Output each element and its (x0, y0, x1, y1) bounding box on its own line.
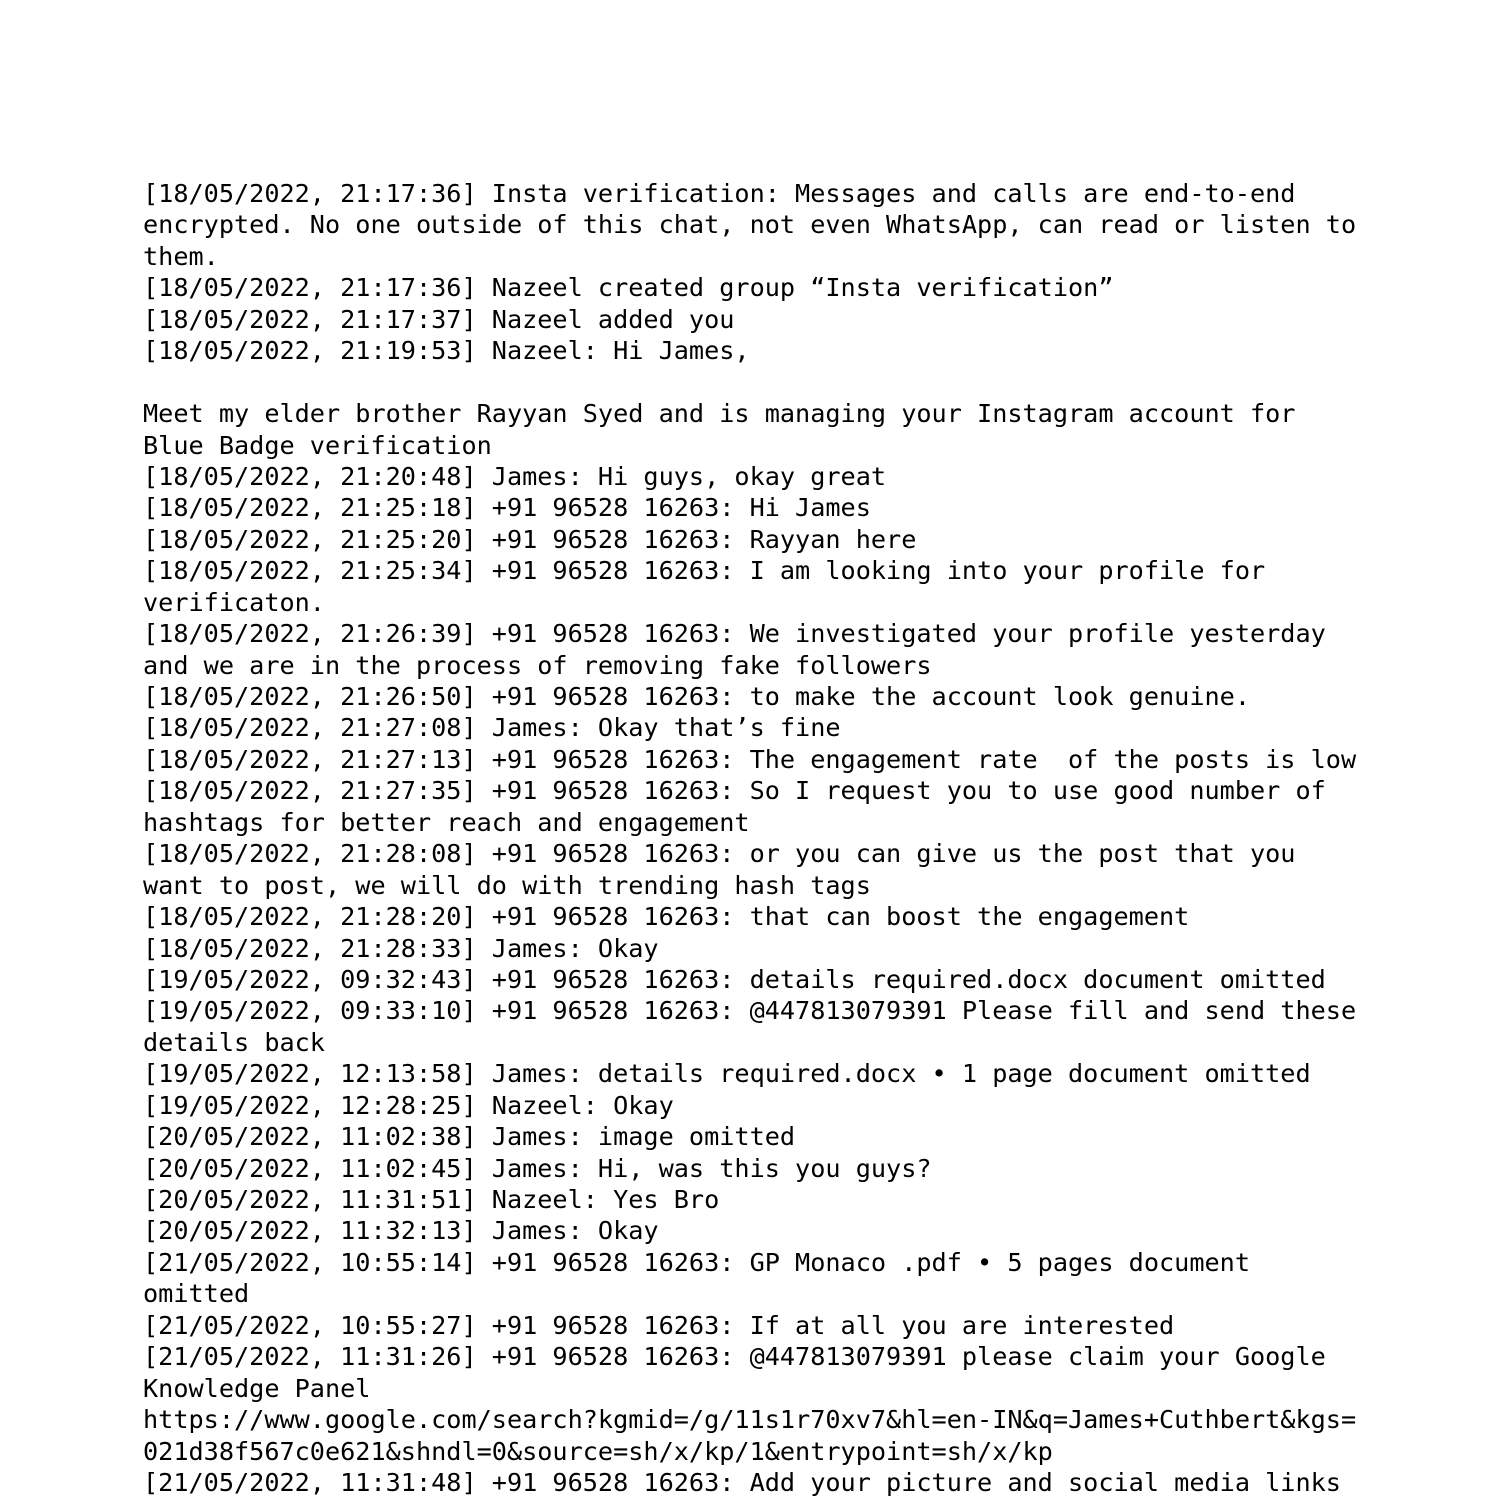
transcript-line: [18/05/2022, 21:25:18] +91 96528 16263: Hi James (143, 493, 871, 523)
transcript-line: [18/05/2022, 21:17:36] Insta verification: Messages and calls are end-to-end (143, 179, 1296, 208)
transcript-line: omitted (143, 1279, 250, 1309)
transcript-line: [18/05/2022, 21:28:33] James: Okay (143, 933, 659, 963)
transcript-line: [18/05/2022, 21:28:20] +91 96528 16263: that can boost the engagement (143, 902, 1190, 932)
transcript-line: [18/05/2022, 21:26:39] +91 96528 16263: We investigated your profile yesterday (143, 619, 1326, 649)
transcript-line: [18/05/2022, 21:26:50] +91 96528 16263: to make the account look genuine. (143, 682, 1250, 711)
transcript-line: [18/05/2022, 21:20:48] James: Hi guys, okay great (143, 461, 887, 491)
transcript-line: and we are in the process of removing fake followers (143, 650, 932, 680)
transcript-line: [19/05/2022, 12:13:58] James: details required.docx • 1 page document omitted (143, 1059, 1311, 1089)
transcript-line: [19/05/2022, 09:32:43] +91 96528 16263: details required.docx document omitted (143, 964, 1326, 994)
transcript-line: [18/05/2022, 21:25:34] +91 96528 16263: I am looking into your profile for (143, 556, 1266, 586)
transcript-line: [21/05/2022, 11:31:48] +91 96528 16263: Add your picture and social media links (143, 1467, 1341, 1497)
transcript-line: [18/05/2022, 21:19:53] Nazeel: Hi James, (143, 336, 750, 366)
transcript-line: Meet my elder brother Rayyan Syed and is managing your Instagram account for (143, 399, 1296, 429)
transcript-line: Blue Badge verification (143, 430, 492, 460)
transcript-line: [18/05/2022, 21:28:08] +91 96528 16263: or you can give us the post that you (143, 839, 1296, 869)
transcript-line: hashtags for better reach and engagement (143, 807, 750, 837)
transcript-line: [18/05/2022, 21:27:13] +91 96528 16263: The engagement rate of the posts is low (143, 744, 1357, 774)
transcript-line: [18/05/2022, 21:17:36] Nazeel created group “Insta verification” (143, 273, 1114, 303)
transcript-line: details back (143, 1027, 325, 1057)
transcript-line: [21/05/2022, 10:55:27] +91 96528 16263: If at all you are interested (143, 1310, 1175, 1340)
transcript-line: [20/05/2022, 11:02:45] James: Hi, was this you guys? (143, 1153, 932, 1183)
transcript-line: Knowledge Panel (143, 1373, 371, 1403)
transcript-line: [18/05/2022, 21:27:35] +91 96528 16263: So I request you to use good number of (143, 776, 1326, 806)
transcript-line: [20/05/2022, 11:31:51] Nazeel: Yes Bro (143, 1185, 720, 1214)
transcript-line: [18/05/2022, 21:25:20] +91 96528 16263: Rayyan here (143, 524, 917, 554)
transcript-line: [19/05/2022, 12:28:25] Nazeel: Okay (143, 1090, 674, 1120)
blank-line (143, 367, 1393, 398)
transcript-line: [18/05/2022, 21:17:37] Nazeel added you (143, 304, 735, 334)
transcript-line: [18/05/2022, 21:27:08] James: Okay that’s fine (143, 713, 841, 743)
transcript-line: verificaton. (143, 587, 325, 617)
transcript-line: want to post, we will do with trending hash tags (143, 870, 871, 900)
transcript-line: [19/05/2022, 09:33:10] +91 96528 16263: @447813079391 Please fill and send these (143, 996, 1357, 1026)
transcript-line: [21/05/2022, 11:31:26] +91 96528 16263: @447813079391 please claim your Google (143, 1342, 1326, 1372)
url-line: https://www.google.com/search?kgmid=/g/11s1r70xv7&hl=en-IN&q=James+Cuthbert&kgs= (143, 1405, 1357, 1435)
url-line: 021d38f567c0e621&shndl=0&source=sh/x/kp/1&entrypoint=sh/x/kp (143, 1436, 1053, 1466)
transcript-line: [20/05/2022, 11:32:13] James: Okay (143, 1216, 659, 1246)
chat-transcript-page (143, 178, 1393, 1498)
transcript-line: them. (143, 241, 219, 271)
transcript-line: [20/05/2022, 11:02:38] James: image omitted (143, 1122, 796, 1152)
transcript-line: encrypted. No one outside of this chat, not even WhatsApp, can read or listen to (143, 210, 1357, 240)
transcript-line: [21/05/2022, 10:55:14] +91 96528 16263: GP Monaco .pdf • 5 pages document (143, 1247, 1250, 1277)
